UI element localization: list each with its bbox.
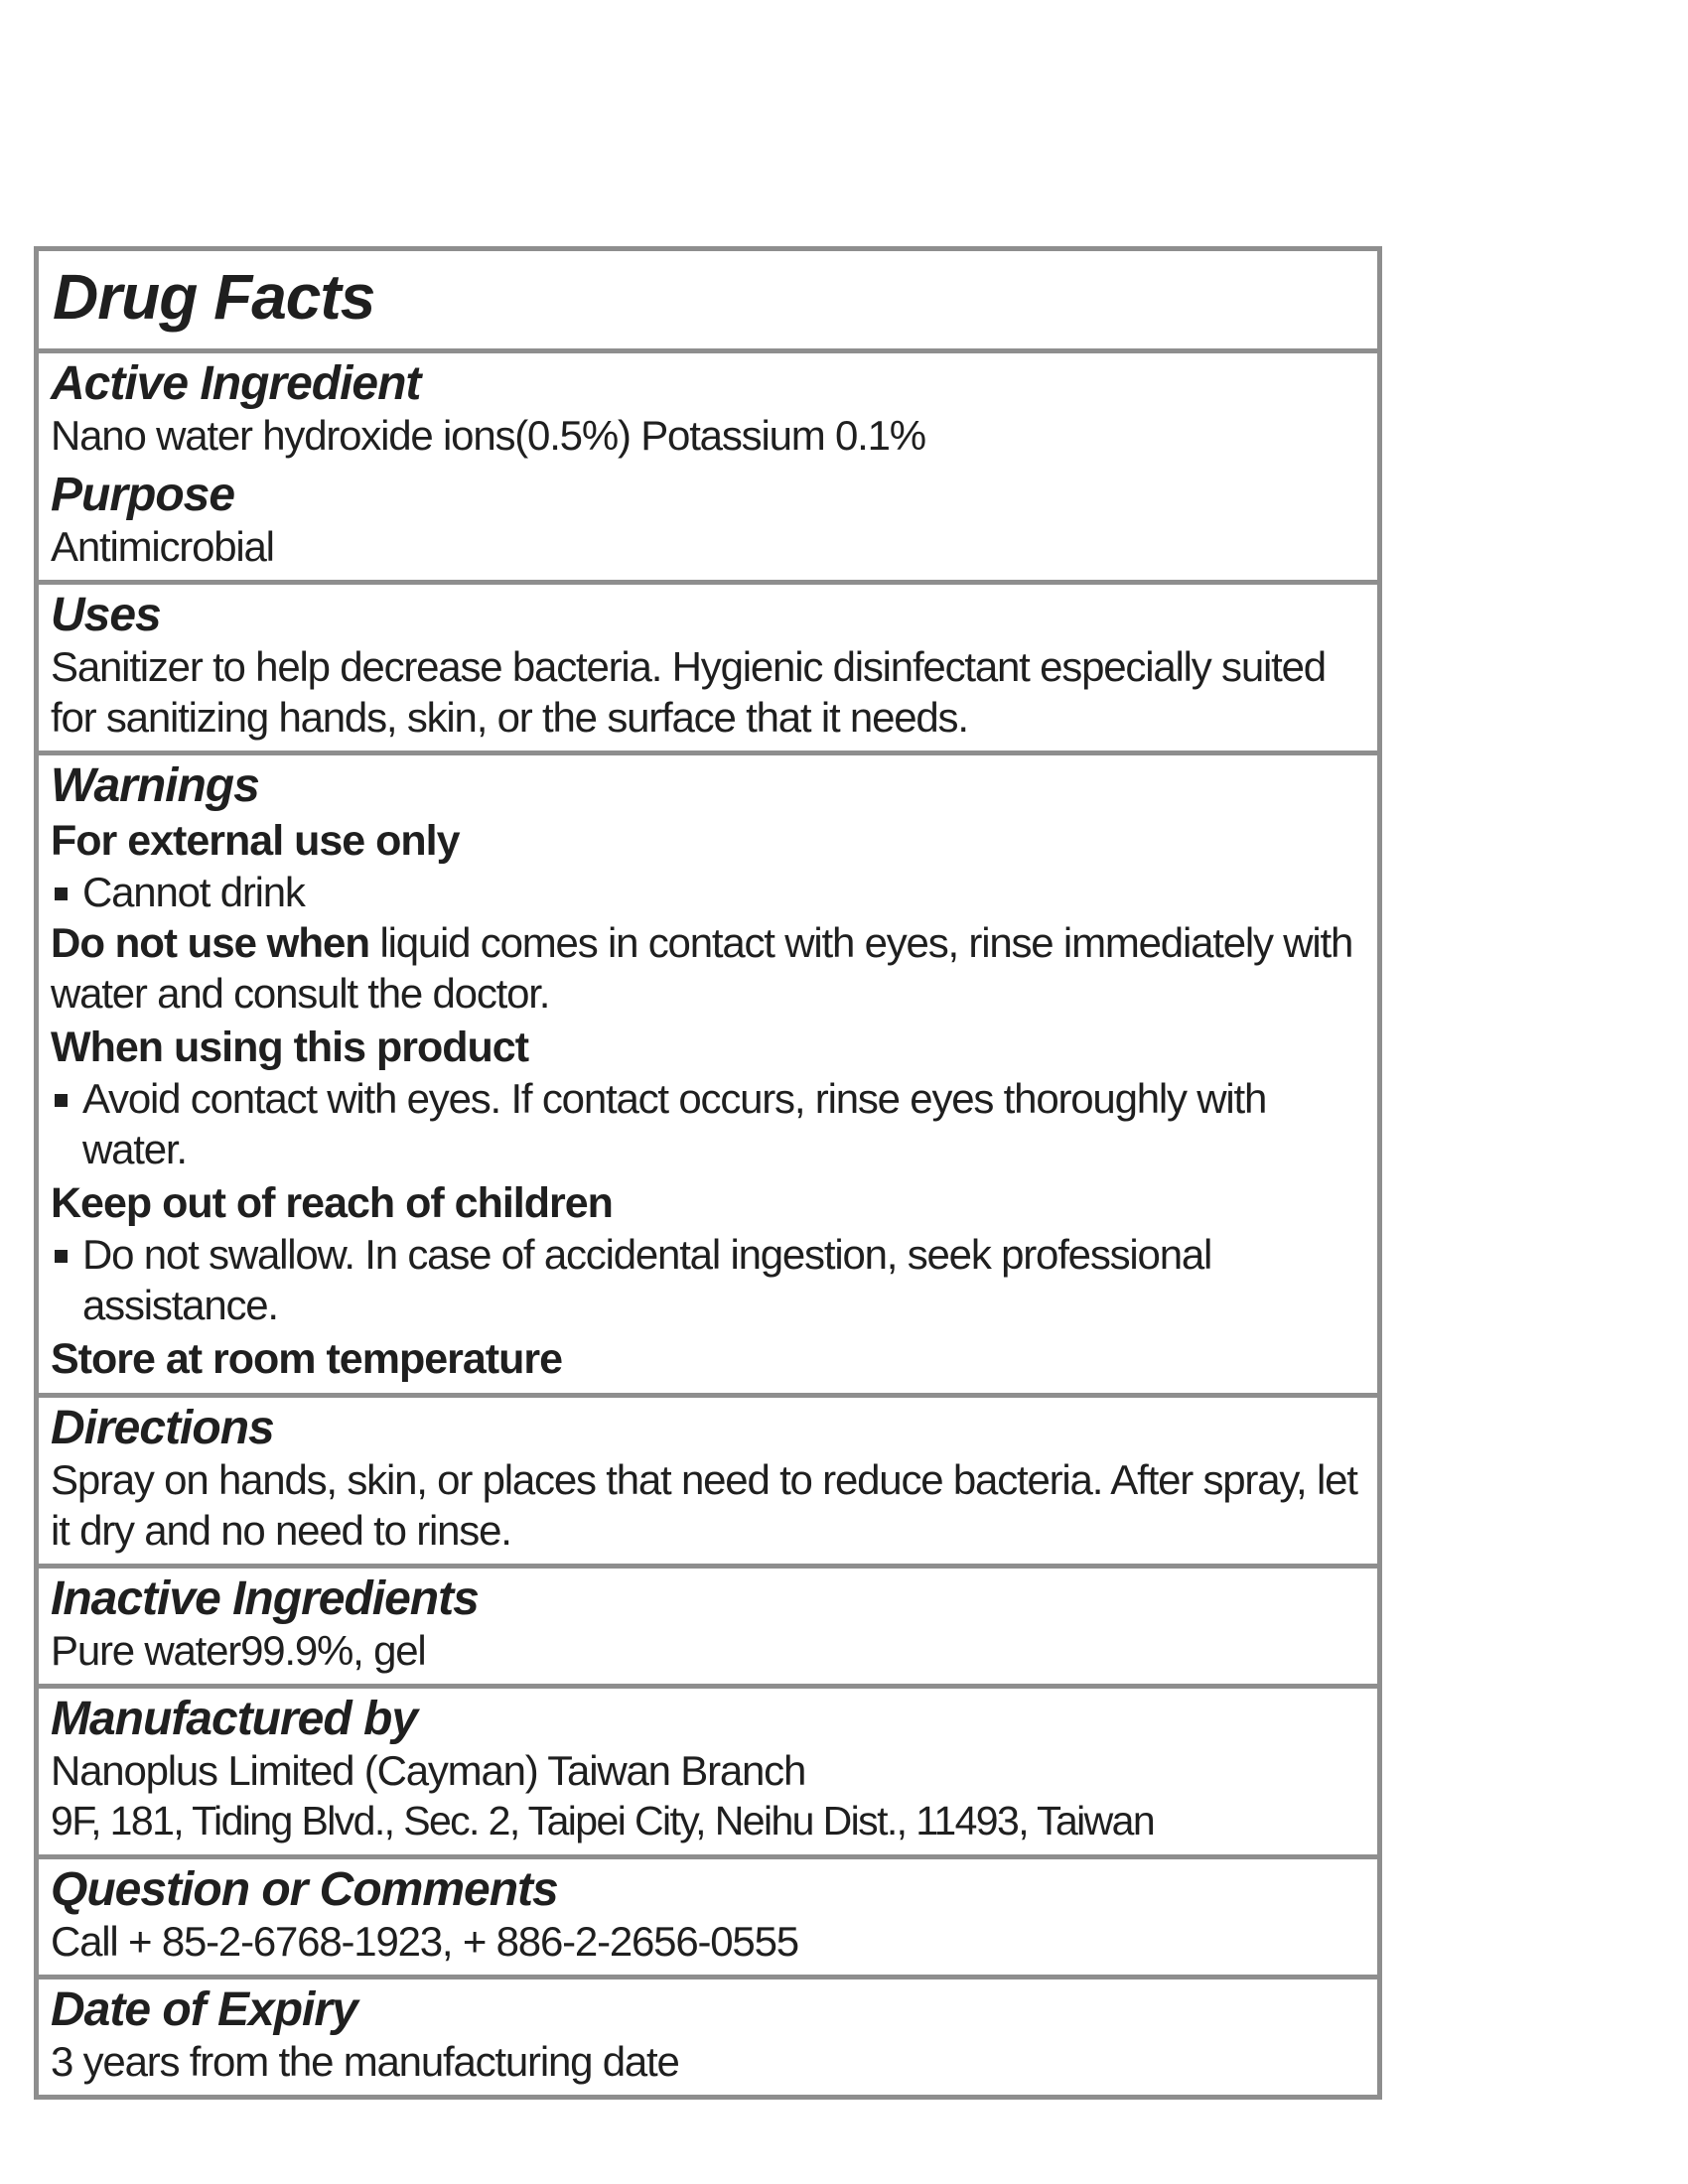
section-uses (39, 580, 1377, 751)
section-active-ingredient (39, 348, 1377, 580)
inactive-ingredients-heading: Inactive Ingredients (51, 1571, 479, 1625)
questions-phone-text: Call + 85-2-6768-1923, + 886-2-2656-0555 (51, 1917, 798, 1965)
section-manufactured-by (39, 1684, 1377, 1854)
warnings-external-use-subhead: For external use only (51, 816, 460, 865)
manufactured-by-heading: Manufactured by (51, 1692, 418, 1745)
inactive-ingredients-text: Pure water99.9%, gel (51, 1626, 426, 1674)
warnings-do-not-use-bold: Do not use when (51, 918, 369, 966)
questions-heading: Question or Comments (51, 1862, 558, 1916)
expiry-text: 3 years from the manufacturing date (51, 2037, 679, 2085)
expiry-heading: Date of Expiry (51, 1982, 357, 2036)
drug-facts-title: Drug Facts (53, 261, 375, 333)
square-bullet-icon (55, 1250, 68, 1263)
active-ingredient-heading: Active Ingredient (51, 356, 421, 410)
warnings-store-subhead: Store at room temperature (51, 1334, 563, 1383)
warnings-keep-out-subhead: Keep out of reach of children (51, 1178, 613, 1227)
uses-heading: Uses (51, 588, 161, 641)
purpose-text: Antimicrobial (51, 522, 274, 570)
purpose-heading: Purpose (51, 468, 235, 521)
warnings-avoid-contact-text: Avoid contact with eyes. If contact occurs, rinse eyes thoroughly with water. (82, 1074, 1267, 1172)
warnings-heading: Warnings (51, 758, 259, 812)
active-ingredient-text: Nano water hydroxide ions(0.5%) Potassium 0.1% (51, 411, 925, 459)
section-inactive-ingredients (39, 1564, 1377, 1684)
manufacturer-name-text: Nanoplus Limited (Cayman) Taiwan Branch (51, 1746, 806, 1794)
directions-heading: Directions (51, 1401, 274, 1454)
warnings-do-not-use-text (51, 917, 1371, 1019)
manufacturer-address-text: 9F, 181, Tiding Blvd., Sec. 2, Taipei City, Neihu Dist., 11493, Taiwan (51, 1797, 1155, 1843)
square-bullet-icon (55, 887, 68, 900)
section-warnings (39, 751, 1377, 1393)
warnings-do-not-swallow-text: Do not swallow. In case of accidental ingestion, seek professional assistance. (82, 1230, 1212, 1328)
section-date-of-expiry (39, 1975, 1377, 2095)
uses-text: Sanitizer to help decrease bacteria. Hygienic disinfectant especially suited for sanitizing hands, skin, or the surface that it needs. (51, 642, 1326, 741)
warnings-bullet-do-not-swallow (51, 1229, 1371, 1330)
drug-facts-panel (34, 246, 1382, 2100)
section-questions (39, 1854, 1377, 1975)
directions-text: Spray on hands, skin, or places that need to reduce bacteria. After spray, let it dry and no need to rinse. (51, 1455, 1357, 1554)
square-bullet-icon (55, 1094, 68, 1107)
warnings-do-not-use-rest: liquid comes in contact with eyes, rinse immediately with water and consult the doctor. (51, 918, 1353, 1017)
section-directions (39, 1393, 1377, 1564)
warnings-cannot-drink-text: Cannot drink (82, 868, 305, 915)
warnings-bullet-cannot-drink (51, 867, 1371, 917)
warnings-bullet-avoid-contact (51, 1073, 1371, 1174)
warnings-when-using-subhead: When using this product (51, 1023, 529, 1071)
section-drug-facts-title (39, 251, 1377, 348)
